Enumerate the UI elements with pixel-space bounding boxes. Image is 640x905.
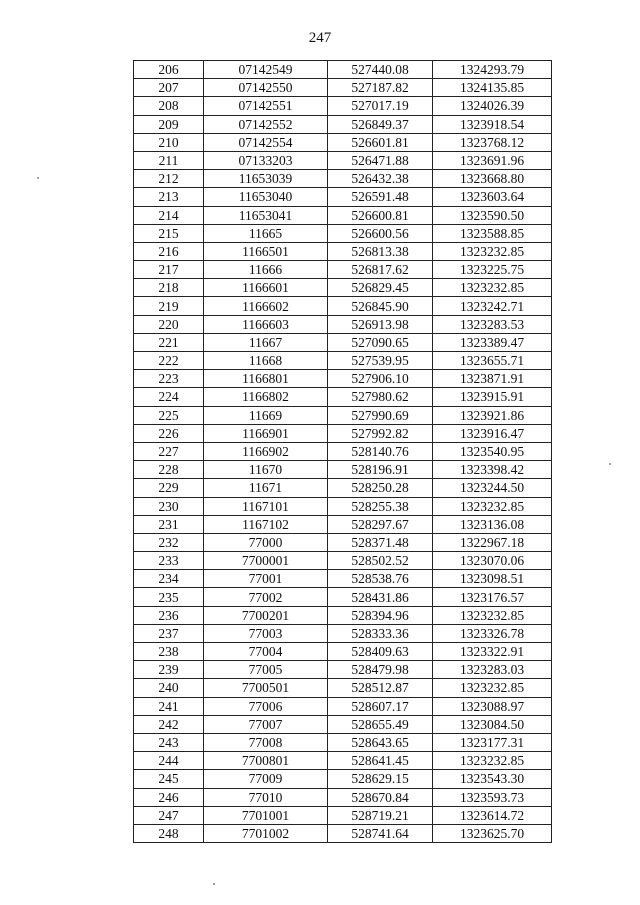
table-row: [134, 479, 552, 497]
point-id-cell: 77010: [204, 788, 328, 806]
point-number-cell: 241: [134, 697, 204, 715]
x-coordinate-cell: 527992.82: [328, 424, 433, 442]
point-number-cell: 229: [134, 479, 204, 497]
y-coordinate-cell: 1323768.12: [433, 133, 552, 151]
point-number-cell: 233: [134, 552, 204, 570]
point-id-cell: 11653041: [204, 206, 328, 224]
point-number-cell: 221: [134, 333, 204, 351]
point-id-cell: 11669: [204, 406, 328, 424]
table-row: [134, 697, 552, 715]
table-row: [134, 61, 552, 79]
x-coordinate-cell: 526829.45: [328, 279, 433, 297]
x-coordinate-cell: 528479.98: [328, 661, 433, 679]
point-number-cell: 238: [134, 643, 204, 661]
point-number-cell: 232: [134, 533, 204, 551]
point-id-cell: 1166901: [204, 424, 328, 442]
table-row: [134, 279, 552, 297]
y-coordinate-cell: 1323232.85: [433, 497, 552, 515]
y-coordinate-cell: 1323225.75: [433, 261, 552, 279]
point-id-cell: 1166501: [204, 242, 328, 260]
point-id-cell: 7701001: [204, 806, 328, 824]
point-id-cell: 7700201: [204, 606, 328, 624]
table-row: [134, 752, 552, 770]
y-coordinate-cell: 1323088.97: [433, 697, 552, 715]
point-id-cell: 1166603: [204, 315, 328, 333]
y-coordinate-cell: 1323098.51: [433, 570, 552, 588]
y-coordinate-cell: 1323918.54: [433, 115, 552, 133]
point-number-cell: 240: [134, 679, 204, 697]
y-coordinate-cell: 1323921.86: [433, 406, 552, 424]
point-number-cell: 242: [134, 715, 204, 733]
x-coordinate-cell: 526601.81: [328, 133, 433, 151]
x-coordinate-cell: 528196.91: [328, 461, 433, 479]
point-id-cell: 77008: [204, 733, 328, 751]
y-coordinate-cell: 1324293.79: [433, 61, 552, 79]
table-row: [134, 788, 552, 806]
point-number-cell: 212: [134, 170, 204, 188]
point-number-cell: 224: [134, 388, 204, 406]
point-id-cell: 11653040: [204, 188, 328, 206]
point-id-cell: 11668: [204, 352, 328, 370]
x-coordinate-cell: 528255.38: [328, 497, 433, 515]
x-coordinate-cell: 528371.48: [328, 533, 433, 551]
y-coordinate-cell: 1324026.39: [433, 97, 552, 115]
point-number-cell: 206: [134, 61, 204, 79]
x-coordinate-cell: 526471.88: [328, 151, 433, 169]
x-coordinate-cell: 527440.08: [328, 61, 433, 79]
y-coordinate-cell: 1323588.85: [433, 224, 552, 242]
y-coordinate-cell: 1323871.91: [433, 370, 552, 388]
point-id-cell: 1167101: [204, 497, 328, 515]
y-coordinate-cell: 1323326.78: [433, 624, 552, 642]
x-coordinate-cell: 528250.28: [328, 479, 433, 497]
point-number-cell: 213: [134, 188, 204, 206]
y-coordinate-cell: 1323232.85: [433, 279, 552, 297]
y-coordinate-cell: 1323176.57: [433, 588, 552, 606]
point-id-cell: 77002: [204, 588, 328, 606]
table-row: [134, 552, 552, 570]
point-number-cell: 223: [134, 370, 204, 388]
x-coordinate-cell: 528670.84: [328, 788, 433, 806]
table-row: [134, 733, 552, 751]
x-coordinate-cell: 528607.17: [328, 697, 433, 715]
point-number-cell: 243: [134, 733, 204, 751]
point-number-cell: 245: [134, 770, 204, 788]
point-id-cell: 07142554: [204, 133, 328, 151]
table-row: [134, 261, 552, 279]
table-row: [134, 242, 552, 260]
table-row: [134, 388, 552, 406]
point-id-cell: 07142550: [204, 79, 328, 97]
y-coordinate-cell: 1323283.53: [433, 315, 552, 333]
point-number-cell: 228: [134, 461, 204, 479]
point-number-cell: 225: [134, 406, 204, 424]
y-coordinate-cell: 1323625.70: [433, 824, 552, 842]
point-number-cell: 207: [134, 79, 204, 97]
point-id-cell: 77005: [204, 661, 328, 679]
table-row: [134, 806, 552, 824]
point-number-cell: 234: [134, 570, 204, 588]
table-row: [134, 406, 552, 424]
x-coordinate-cell: 526817.62: [328, 261, 433, 279]
point-id-cell: 11665: [204, 224, 328, 242]
table-row: [134, 170, 552, 188]
point-id-cell: 77006: [204, 697, 328, 715]
table-row: [134, 570, 552, 588]
point-number-cell: 222: [134, 352, 204, 370]
point-number-cell: 226: [134, 424, 204, 442]
y-coordinate-cell: 1323084.50: [433, 715, 552, 733]
point-id-cell: 07142549: [204, 61, 328, 79]
point-id-cell: 07142552: [204, 115, 328, 133]
point-id-cell: 07133203: [204, 151, 328, 169]
point-id-cell: 1166801: [204, 370, 328, 388]
y-coordinate-cell: 1323232.85: [433, 606, 552, 624]
table-row: [134, 206, 552, 224]
table-row: [134, 606, 552, 624]
x-coordinate-cell: 528629.15: [328, 770, 433, 788]
point-number-cell: 216: [134, 242, 204, 260]
y-coordinate-cell: 1323244.50: [433, 479, 552, 497]
x-coordinate-cell: 527990.69: [328, 406, 433, 424]
point-number-cell: 247: [134, 806, 204, 824]
table-row: [134, 115, 552, 133]
point-id-cell: 1166802: [204, 388, 328, 406]
point-number-cell: 210: [134, 133, 204, 151]
x-coordinate-cell: 527017.19: [328, 97, 433, 115]
y-coordinate-cell: 1323915.91: [433, 388, 552, 406]
y-coordinate-cell: 1323232.85: [433, 242, 552, 260]
y-coordinate-cell: 1323655.71: [433, 352, 552, 370]
point-number-cell: 211: [134, 151, 204, 169]
scan-speck: [609, 463, 611, 465]
table-row: [134, 715, 552, 733]
table-row: [134, 224, 552, 242]
point-number-cell: 244: [134, 752, 204, 770]
x-coordinate-cell: 528538.76: [328, 570, 433, 588]
x-coordinate-cell: 526845.90: [328, 297, 433, 315]
y-coordinate-cell: 1323242.71: [433, 297, 552, 315]
x-coordinate-cell: 526600.56: [328, 224, 433, 242]
point-number-cell: 246: [134, 788, 204, 806]
table-row: [134, 188, 552, 206]
table-row: [134, 133, 552, 151]
x-coordinate-cell: 528431.86: [328, 588, 433, 606]
table-row: [134, 533, 552, 551]
x-coordinate-cell: 527090.65: [328, 333, 433, 351]
x-coordinate-cell: 527906.10: [328, 370, 433, 388]
y-coordinate-cell: 1323543.30: [433, 770, 552, 788]
x-coordinate-cell: 526600.81: [328, 206, 433, 224]
x-coordinate-cell: 526849.37: [328, 115, 433, 133]
table-row: [134, 515, 552, 533]
point-number-cell: 248: [134, 824, 204, 842]
table-row: [134, 333, 552, 351]
y-coordinate-cell: 1323540.95: [433, 442, 552, 460]
y-coordinate-cell: 1323916.47: [433, 424, 552, 442]
point-id-cell: 11670: [204, 461, 328, 479]
y-coordinate-cell: 1322967.18: [433, 533, 552, 551]
table-row: [134, 370, 552, 388]
table-row: [134, 497, 552, 515]
point-number-cell: 236: [134, 606, 204, 624]
point-id-cell: 77003: [204, 624, 328, 642]
coordinates-table: [133, 60, 552, 843]
table-row: [134, 297, 552, 315]
x-coordinate-cell: 528333.36: [328, 624, 433, 642]
point-id-cell: 1166601: [204, 279, 328, 297]
point-id-cell: 77009: [204, 770, 328, 788]
point-id-cell: 7700001: [204, 552, 328, 570]
x-coordinate-cell: 528741.64: [328, 824, 433, 842]
point-id-cell: 11671: [204, 479, 328, 497]
x-coordinate-cell: 528512.87: [328, 679, 433, 697]
table-row: [134, 461, 552, 479]
y-coordinate-cell: 1323691.96: [433, 151, 552, 169]
y-coordinate-cell: 1323232.85: [433, 752, 552, 770]
table-row: [134, 151, 552, 169]
x-coordinate-cell: 527980.62: [328, 388, 433, 406]
y-coordinate-cell: 1323283.03: [433, 661, 552, 679]
y-coordinate-cell: 1323232.85: [433, 679, 552, 697]
scan-speck: [37, 177, 39, 179]
point-number-cell: 227: [134, 442, 204, 460]
y-coordinate-cell: 1323322.91: [433, 643, 552, 661]
x-coordinate-cell: 528409.63: [328, 643, 433, 661]
x-coordinate-cell: 528641.45: [328, 752, 433, 770]
x-coordinate-cell: 528655.49: [328, 715, 433, 733]
table-row: [134, 97, 552, 115]
y-coordinate-cell: 1323136.08: [433, 515, 552, 533]
point-id-cell: 11667: [204, 333, 328, 351]
table-row: [134, 588, 552, 606]
point-number-cell: 214: [134, 206, 204, 224]
table-row: [134, 352, 552, 370]
table-row: [134, 770, 552, 788]
point-id-cell: 11653039: [204, 170, 328, 188]
table-row: [134, 624, 552, 642]
point-number-cell: 219: [134, 297, 204, 315]
table-row: [134, 424, 552, 442]
x-coordinate-cell: 526591.48: [328, 188, 433, 206]
y-coordinate-cell: 1323668.80: [433, 170, 552, 188]
point-number-cell: 217: [134, 261, 204, 279]
scan-speck: [213, 883, 215, 885]
point-number-cell: 208: [134, 97, 204, 115]
point-id-cell: 1166602: [204, 297, 328, 315]
y-coordinate-cell: 1323389.47: [433, 333, 552, 351]
point-number-cell: 239: [134, 661, 204, 679]
x-coordinate-cell: 528719.21: [328, 806, 433, 824]
x-coordinate-cell: 527187.82: [328, 79, 433, 97]
x-coordinate-cell: 528140.76: [328, 442, 433, 460]
point-number-cell: 235: [134, 588, 204, 606]
point-number-cell: 237: [134, 624, 204, 642]
y-coordinate-cell: 1323398.42: [433, 461, 552, 479]
y-coordinate-cell: 1324135.85: [433, 79, 552, 97]
table-row: [134, 79, 552, 97]
point-id-cell: 7701002: [204, 824, 328, 842]
point-id-cell: 77001: [204, 570, 328, 588]
x-coordinate-cell: 528643.65: [328, 733, 433, 751]
table-row: [134, 661, 552, 679]
y-coordinate-cell: 1323070.06: [433, 552, 552, 570]
point-number-cell: 220: [134, 315, 204, 333]
point-id-cell: 07142551: [204, 97, 328, 115]
table-row: [134, 315, 552, 333]
page-number: 247: [308, 30, 332, 46]
table-row: [134, 679, 552, 697]
point-id-cell: 77007: [204, 715, 328, 733]
table-row: [134, 442, 552, 460]
table-row: [134, 643, 552, 661]
y-coordinate-cell: 1323590.50: [433, 206, 552, 224]
x-coordinate-cell: 526913.98: [328, 315, 433, 333]
point-number-cell: 231: [134, 515, 204, 533]
table-row: [134, 824, 552, 842]
point-number-cell: 230: [134, 497, 204, 515]
point-id-cell: 11666: [204, 261, 328, 279]
point-id-cell: 1166902: [204, 442, 328, 460]
x-coordinate-cell: 526813.38: [328, 242, 433, 260]
y-coordinate-cell: 1323603.64: [433, 188, 552, 206]
coordinates-table-body: [134, 61, 552, 843]
point-number-cell: 209: [134, 115, 204, 133]
point-id-cell: 77004: [204, 643, 328, 661]
point-id-cell: 7700801: [204, 752, 328, 770]
point-number-cell: 215: [134, 224, 204, 242]
x-coordinate-cell: 528297.67: [328, 515, 433, 533]
point-number-cell: 218: [134, 279, 204, 297]
y-coordinate-cell: 1323593.73: [433, 788, 552, 806]
point-id-cell: 77000: [204, 533, 328, 551]
y-coordinate-cell: 1323177.31: [433, 733, 552, 751]
x-coordinate-cell: 526432.38: [328, 170, 433, 188]
point-id-cell: 7700501: [204, 679, 328, 697]
x-coordinate-cell: 528394.96: [328, 606, 433, 624]
x-coordinate-cell: 527539.95: [328, 352, 433, 370]
x-coordinate-cell: 528502.52: [328, 552, 433, 570]
y-coordinate-cell: 1323614.72: [433, 806, 552, 824]
point-id-cell: 1167102: [204, 515, 328, 533]
